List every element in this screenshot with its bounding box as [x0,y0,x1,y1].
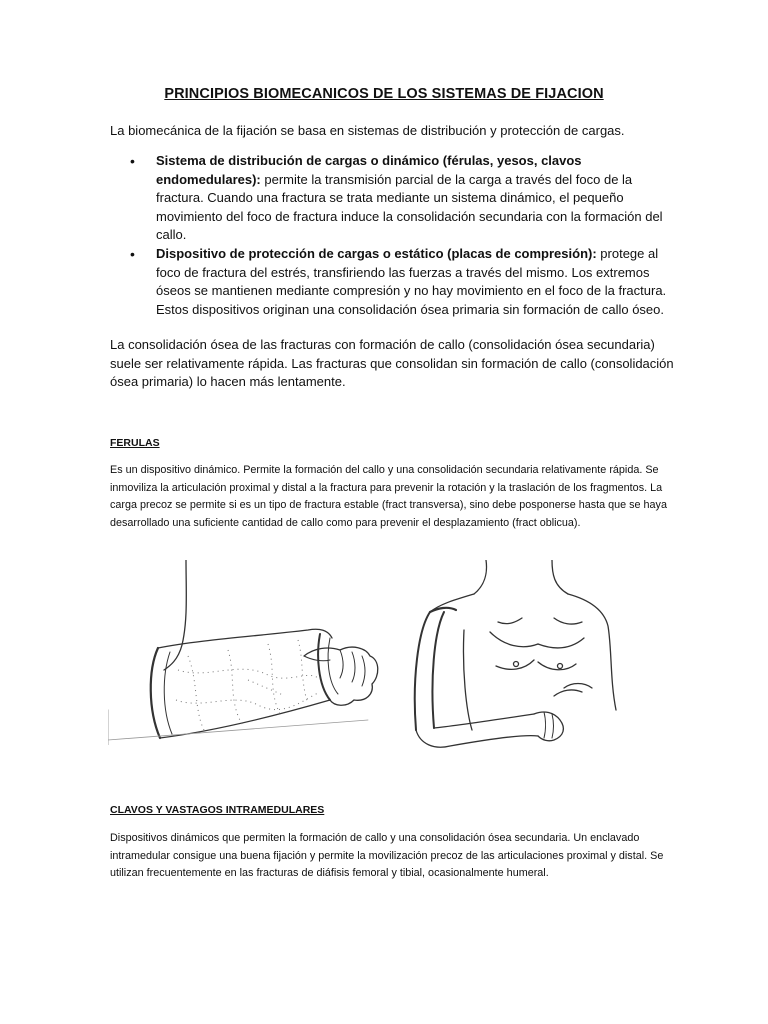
consolidation-paragraph: La consolidación ósea de las fracturas con formación de callo (consolidación ósea secundaria) suele ser relativamente rápida. Las fracturas que consolidan sin formación de callo (consolidación ósea primaria) lo hacen más lentamente. [110,337,674,390]
arm-splint-sling-illustration [404,560,628,764]
ferulas-paragraph: Es un dispositivo dinámico. Permite la formación del callo y una consolidación secundaria relativamente rápida. Se inmoviliza la articulación proximal y distal a la fractura para prevenir la rotación y la traslación de los fragmentos. La carga precoz se permite si es un tipo de fractura estable (fract transversa), sino debe posponerse hasta que se haya desarrollado una suficiente cantidad de callo como para prevenir el desplazamiento (fract oblicua). [110,464,667,529]
bullet-item-static [110,245,670,319]
intro-paragraph: La biomecánica de la fijación se basa en sistemas de distribución y protección de cargas. [110,123,625,138]
page-title: PRINCIPIOS BIOMECANICOS DE LOS SISTEMAS DE FIJACION [164,86,604,102]
section-heading-clavos: CLAVOS Y VASTAGOS INTRAMEDULARES [110,804,325,816]
forearm-cast-illustration [108,560,384,745]
bullet-list [110,152,670,319]
section-heading-ferulas: FERULAS [110,437,160,449]
bullet-body: protege al foco de fractura del estrés, transfiriendo las fuerzas a través del mismo. Los extremos óseos se mantienen mediante compresión y no hay movimiento en el foco de la fractura. Estos dispositivos originan una consolidación ósea primaria sin formación de callo óseo. [156,245,667,317]
bullet-bold-lead: Dispositivo de protección de cargas o estático (placas de compresión): [156,245,597,261]
bullet-item-dynamic [110,152,670,245]
bullet-bold-lead: Sistema de distribución de cargas o dinámico (férulas, yesos, clavos endomedulares): [156,153,582,187]
bullet-body: permite la transmisión parcial de la carga a través del foco de la fractura. Cuando una fractura se trata mediante un sistema dinámico, el pequeño movimiento del foco de fractura induce la consolidación secundaria con la formación del callo. [156,171,663,243]
clavos-paragraph: Dispositivos dinámicos que permiten la formación de callo y una consolidación ósea secundaria. Un enclavado intramedular consigue una buena fijación y permite la movilización precoz de las articulaciones proximal y distal. Se utilizan frecuentemente en las fracturas de diáfisis femoral y tibial, ocasionalmente humeral. [110,832,664,880]
